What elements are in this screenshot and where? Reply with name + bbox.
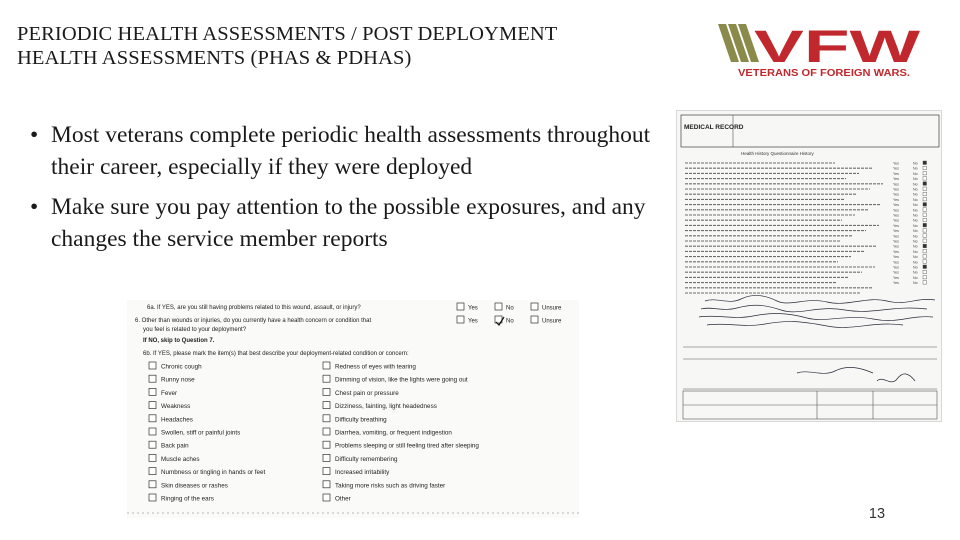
no-label: No [913, 208, 918, 213]
yes-label: Yes [893, 161, 899, 166]
checkbox [923, 187, 927, 191]
checkbox [923, 197, 927, 201]
checkbox [923, 275, 927, 279]
checkbox [149, 428, 156, 435]
slide-title-line-2: HEALTH ASSESSMENTS (PHAS & PDHAS) [17, 47, 412, 69]
no-label: No [913, 187, 918, 192]
bullet-marker: • [30, 122, 39, 148]
no-label: No [913, 192, 918, 197]
yes-label: Yes [893, 171, 899, 176]
no-label: No [913, 171, 918, 176]
yes-label: Yes [893, 187, 899, 192]
checkbox [923, 213, 927, 217]
symptom-label: Difficulty remembering [335, 455, 398, 463]
checkbox [149, 481, 156, 488]
checkbox [149, 388, 156, 395]
checkbox [323, 362, 330, 369]
checkbox [495, 303, 502, 310]
no-label: No [913, 234, 918, 239]
checkbox [923, 281, 927, 285]
yes-label: Yes [893, 197, 899, 202]
symptom-label: Dimming of vision, like the lights were going out [335, 376, 468, 384]
yes-label: Yes [893, 177, 899, 182]
no-label: No [913, 281, 918, 286]
checkbox [149, 441, 156, 448]
no-label: No [913, 260, 918, 265]
checkbox [323, 481, 330, 488]
checkbox [923, 203, 927, 207]
symptom-label: Ringing of the ears [161, 495, 214, 503]
yes-label: Yes [893, 192, 899, 197]
no-label: No [913, 166, 918, 171]
symptom-label: Redness of eyes with tearing [335, 363, 416, 371]
page-number: 13 [868, 506, 886, 522]
symptom-checklist [149, 362, 479, 503]
option-label: No [506, 318, 514, 325]
checkbox [923, 192, 927, 196]
bullet-item-1 [30, 120, 680, 183]
no-label: No [913, 213, 918, 218]
checkbox [923, 223, 927, 227]
checkbox [923, 260, 927, 264]
checkbox [923, 182, 927, 186]
checkbox [923, 161, 927, 165]
checkbox [457, 303, 464, 310]
symptom-label: Chest pain or pressure [335, 389, 399, 397]
symptom-label: Skin diseases or rashes [161, 482, 228, 490]
symptom-label: Headaches [161, 416, 193, 424]
symptom-label: Problems sleeping or still feeling tired after sleeping [335, 442, 479, 450]
no-label: No [913, 218, 918, 223]
slide-title-line-1: PERIODIC HEALTH ASSESSMENTS / POST DEPLOYMENT [17, 23, 558, 45]
yes-label: Yes [893, 244, 899, 249]
skip-instruction: If NO, skip to Question 7. [143, 338, 215, 344]
checkbox [149, 468, 156, 475]
no-label: No [913, 270, 918, 275]
no-label: No [913, 255, 918, 260]
yes-label: Yes [893, 275, 899, 280]
vfw-logo-wordmark: VFW [754, 21, 921, 72]
symptom-label: Chronic cough [161, 363, 202, 371]
symptom-label: Runny nose [161, 376, 195, 384]
no-label: No [913, 182, 918, 187]
no-label: No [913, 161, 918, 166]
checkbox [323, 388, 330, 395]
yes-label: Yes [893, 249, 899, 254]
yes-label: Yes [893, 223, 899, 228]
checkbox [923, 244, 927, 248]
checkbox [323, 428, 330, 435]
no-label: No [913, 229, 918, 234]
checkbox [323, 415, 330, 422]
yes-label: Yes [893, 265, 899, 270]
option-label: Unsure [542, 305, 562, 312]
checkbox [149, 362, 156, 369]
yes-label: Yes [893, 218, 899, 223]
checkbox [923, 166, 927, 170]
yes-label: Yes [893, 213, 899, 218]
checkbox [149, 415, 156, 422]
bullet-text: Make sure you pay attention to the possible exposures, and any changes the service member reports [51, 194, 646, 252]
yes-no-unsure-options [457, 303, 562, 325]
yes-label: Yes [893, 203, 899, 208]
no-label: No [913, 223, 918, 228]
checkbox [923, 265, 927, 269]
checkbox [923, 234, 927, 238]
vfw-logo [714, 20, 926, 82]
checkbox [923, 177, 927, 181]
no-label: No [913, 203, 918, 208]
checkbox [149, 494, 156, 501]
no-label: No [913, 265, 918, 270]
checkbox [323, 454, 330, 461]
medical-record-text-lines [685, 163, 883, 293]
no-label: No [913, 197, 918, 202]
checkbox [457, 316, 464, 323]
option-label: Unsure [542, 318, 562, 325]
checkbox [149, 402, 156, 409]
yes-label: Yes [893, 234, 899, 239]
no-label: No [913, 249, 918, 254]
yes-label: Yes [893, 208, 899, 213]
checkbox [923, 171, 927, 175]
question-6-text-line-2: you feel is related to your deployment? [143, 327, 247, 333]
symptom-label: Muscle aches [161, 455, 200, 463]
yes-label: Yes [893, 270, 899, 275]
checkbox [531, 303, 538, 310]
bullet-list [30, 120, 680, 264]
symptom-label: Back pain [161, 442, 189, 450]
signature-blocks [683, 347, 937, 419]
deployment-questionnaire-image [127, 300, 579, 518]
checkbox [323, 441, 330, 448]
symptom-label: Increased irritability [335, 469, 390, 477]
question-6-text-line-1: 6. Other than wounds or injuries, do you currently have a health concern or condition that [135, 318, 372, 324]
checkbox [149, 454, 156, 461]
yes-label: Yes [893, 182, 899, 187]
question-6b-text: 6b. If YES, please mark the item(s) that best describe your deployment-related condition or concern: [143, 351, 409, 357]
symptom-label: Taking more risks such as driving faster [335, 482, 446, 490]
yes-label: Yes [893, 281, 899, 286]
symptom-label: Numbness or tingling in hands or feet [161, 469, 266, 477]
symptom-label: Difficulty breathing [335, 416, 387, 424]
no-label: No [913, 244, 918, 249]
checkbox [323, 375, 330, 382]
deployment-questionnaire-scan [127, 300, 579, 518]
checkbox [323, 402, 330, 409]
bullet-text: Most veterans complete periodic health assessments throughout their career, especially if they were deployed [51, 122, 651, 180]
handwriting-scribble [699, 295, 935, 381]
no-label: No [913, 275, 918, 280]
symptom-label: Diarrhea, vomiting, or frequent indigestion [335, 429, 452, 437]
option-label: Yes [468, 305, 478, 312]
no-label: No [913, 177, 918, 182]
vfw-logo-subtitle: VETERANS OF FOREIGN WARS. [738, 68, 911, 79]
checkbox [923, 208, 927, 212]
medical-record-form-image [677, 111, 942, 422]
symptom-label: Fever [161, 389, 178, 397]
option-label: No [506, 305, 514, 312]
medical-record-subheader: Health History Questionnaire History [741, 151, 814, 156]
yes-label: Yes [893, 229, 899, 234]
checkbox [923, 239, 927, 243]
checkbox [923, 249, 927, 253]
symptom-label: Weakness [161, 403, 191, 411]
checkbox [923, 270, 927, 274]
checkbox [149, 375, 156, 382]
symptom-label: Other [335, 495, 351, 503]
checkbox [323, 468, 330, 475]
bullet-marker: • [30, 194, 39, 220]
yes-label: Yes [893, 166, 899, 171]
checkbox [531, 316, 538, 323]
vfw-logo-stripes [718, 24, 759, 62]
checkbox [923, 229, 927, 233]
question-6a-text: 6a. If YES, are you still having problems related to this wound, assault, or injury? [147, 305, 361, 311]
medical-record-scan [676, 110, 942, 422]
yes-label: Yes [893, 260, 899, 265]
yes-label: Yes [893, 255, 899, 260]
yes-label: Yes [893, 239, 899, 244]
symptom-label: Swollen, stiff or painful joints [161, 429, 241, 437]
no-label: No [913, 239, 918, 244]
checkbox [323, 494, 330, 501]
option-label: Yes [468, 318, 478, 325]
slide-title [17, 22, 707, 70]
checkbox [923, 255, 927, 259]
checkbox [923, 218, 927, 222]
symptom-label: Dizziness, fainting, light headedness [335, 403, 437, 411]
medical-record-yes-no-column [893, 161, 927, 285]
bullet-item-2 [30, 192, 680, 255]
medical-record-header: MEDICAL RECORD [684, 124, 744, 131]
